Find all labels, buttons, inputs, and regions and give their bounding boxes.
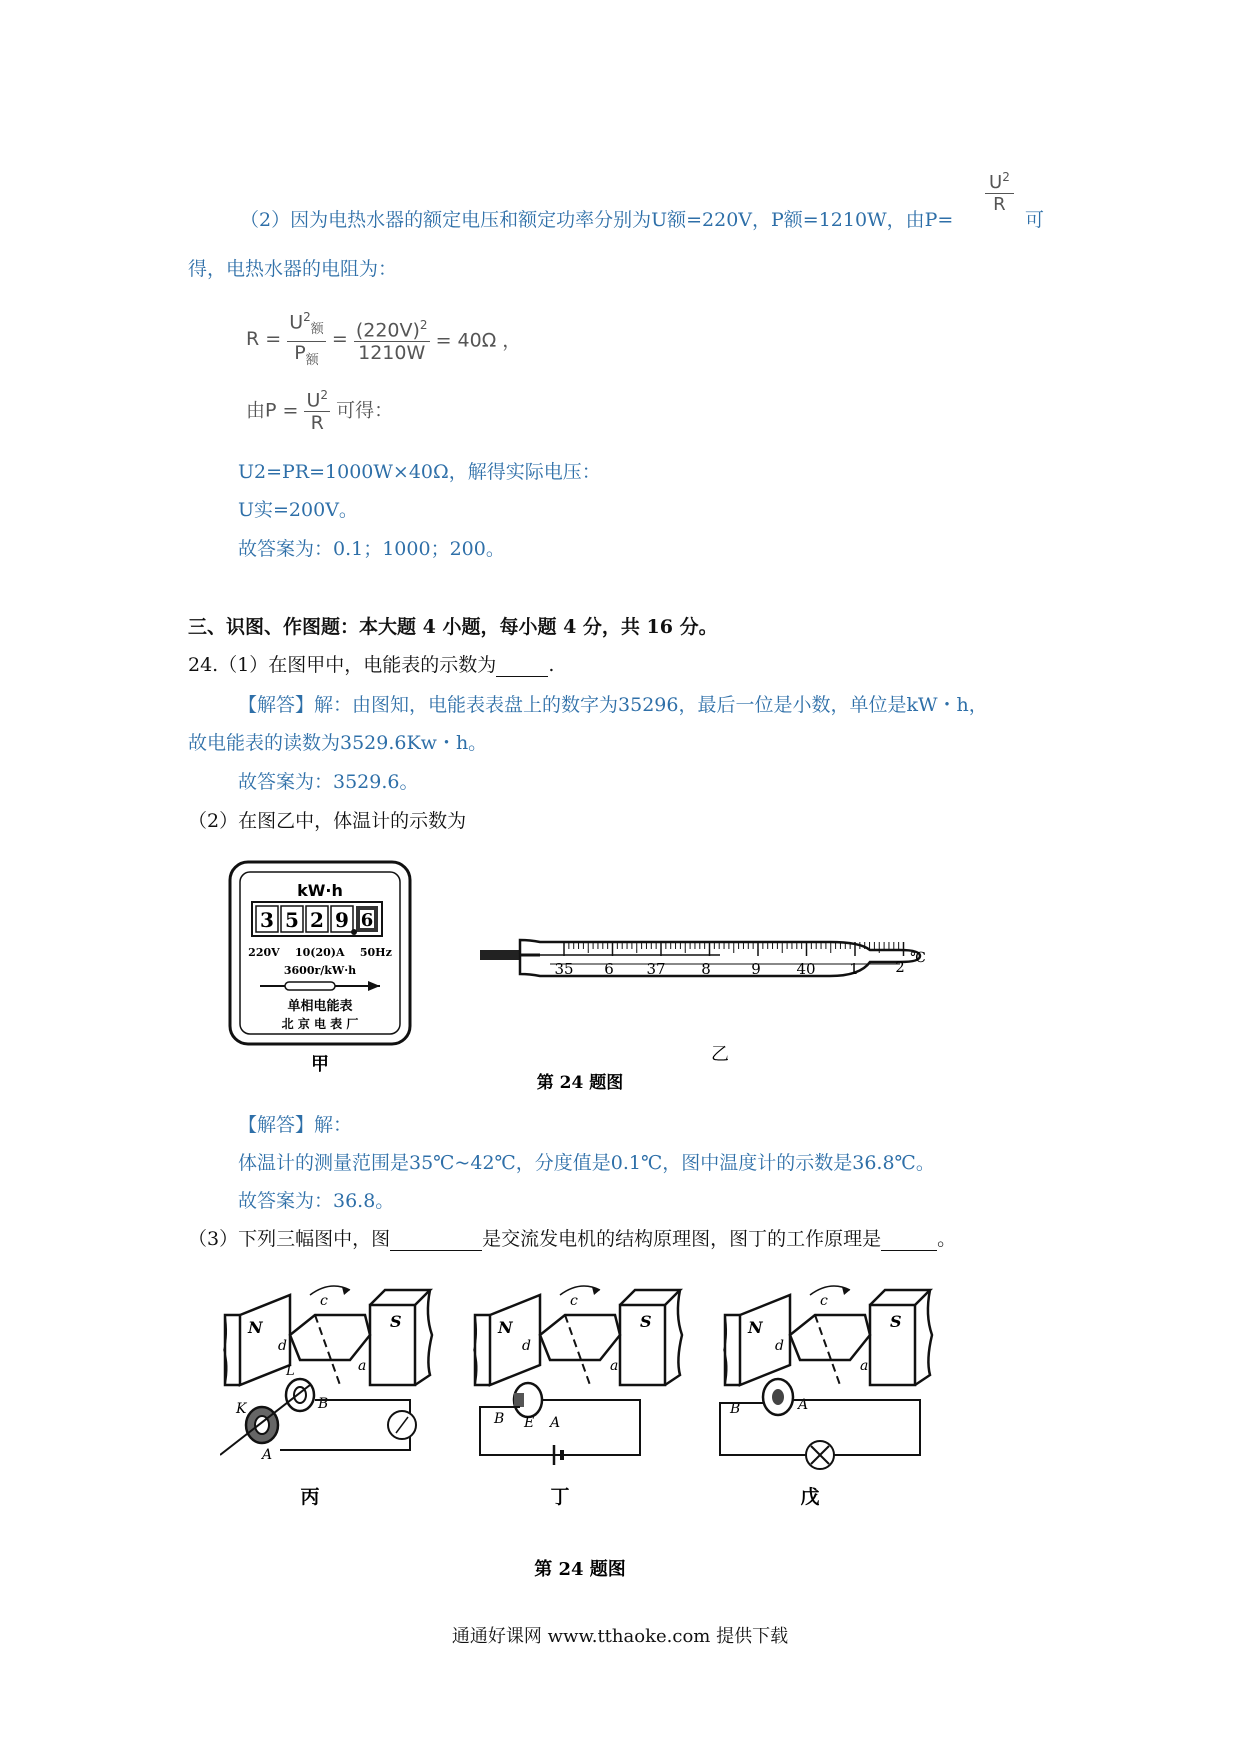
figure-24-generators	[220, 1275, 1020, 1605]
bing-B: B	[318, 1396, 329, 1412]
bing-a: a	[358, 1358, 367, 1374]
inline-formula-den: R	[993, 194, 1006, 215]
eq-r-num-sub: 额	[310, 322, 324, 338]
thermo-label-42: 2	[895, 958, 905, 976]
q24-2-answer: 故答案为：36.8。	[238, 1190, 395, 1212]
wu-N: N	[748, 1318, 763, 1337]
thermo-label: 乙	[711, 1044, 729, 1065]
thermo-unit: ℃	[910, 950, 926, 966]
meter-digit-5: 6	[360, 910, 374, 931]
thermometer	[480, 940, 926, 1065]
eq-r-den-sub: 额	[305, 352, 319, 368]
bing-N: N	[248, 1318, 263, 1337]
meter-digit-2: 5	[285, 908, 299, 932]
q24-1-answer-line2: 故电能表的读数为3529.6Kw・h。	[188, 732, 488, 754]
q24-1-text: 24.（1）在图甲中，电能表的示数为	[188, 654, 497, 676]
ding-d: d	[522, 1338, 531, 1354]
equation-p	[246, 384, 393, 434]
eq-r-frac2	[354, 314, 430, 364]
bing-A: A	[262, 1447, 273, 1463]
ding-a: a	[610, 1358, 619, 1374]
eq-r-frac1	[287, 306, 326, 372]
figure-24-meter-thermometer	[200, 850, 1060, 1100]
bing-L: L	[286, 1364, 295, 1379]
wu-B: B	[730, 1401, 741, 1417]
bing-K: K	[236, 1401, 247, 1417]
meter-unit: kW·h	[297, 881, 343, 900]
generator-ding	[474, 1286, 682, 1508]
solution-line-1-text: （2）因为电热水器的额定电压和额定功率分别为U额=220V，P额=1210W，由P=	[240, 209, 954, 231]
thermo-label-35: 35	[554, 960, 574, 978]
inline-formula-num: U	[989, 172, 1003, 193]
q24-1-answer-line1	[238, 690, 988, 717]
solution-u2-line: U2=PR=1000W×40Ω，解得实际电压：	[238, 461, 601, 483]
q24-1-answer-text1: 解：由图知，电能表表盘上的数字为35296，最后一位是小数，单位是kW・h，	[314, 694, 988, 716]
generator-wu-label: 戊	[800, 1486, 820, 1508]
q24-3-blank2	[881, 1230, 937, 1251]
meter-digit-3: 2	[310, 908, 324, 932]
eq-p-num: U	[306, 389, 321, 412]
solution-ureal-line: U实=200V。	[238, 499, 358, 521]
answer-tag: 【解答】	[238, 694, 315, 716]
meter-rev: 3600r/kW·h	[283, 964, 357, 977]
page-footer: 通通好课网 www.tthaoke.com 提供下载	[451, 1626, 789, 1647]
q24-2-answer-line0	[238, 1110, 352, 1137]
ding-B: B	[494, 1411, 505, 1427]
ding-A: A	[550, 1415, 561, 1431]
q24-2-answer-colon: 解：	[314, 1114, 353, 1136]
thermo-label-36: 6	[604, 960, 614, 978]
wu-d: d	[775, 1338, 784, 1354]
eq-r-mid-num: (220V)	[355, 319, 420, 342]
meter-digit-1: 3	[260, 908, 274, 932]
thermo-label-39: 9	[751, 960, 761, 978]
eq-r-num-base: U	[289, 311, 304, 334]
meter-label: 甲	[311, 1054, 329, 1075]
wu-S: S	[890, 1312, 902, 1331]
wu-a: a	[860, 1358, 869, 1374]
generator-bing-label: 丙	[300, 1486, 320, 1508]
electric-meter	[230, 862, 410, 1075]
q24-3-text-c: 。	[937, 1228, 957, 1250]
q24-1-answer: 故答案为：3529.6。	[238, 771, 419, 793]
ding-N: N	[498, 1318, 513, 1337]
solution-answer: 故答案为：0.1；1000；200。	[238, 538, 505, 560]
solution-line-1	[240, 205, 953, 232]
generator-ding-label: 丁	[550, 1486, 570, 1508]
figure-1-caption: 第 24 题图	[536, 1073, 624, 1093]
q24-1	[188, 650, 554, 677]
answer-tag: 【解答】	[238, 1114, 315, 1136]
q24-3-text-a: （3）下列三幅图中，图	[188, 1228, 391, 1250]
thermo-label-40: 40	[796, 960, 816, 978]
inline-formula-sup: 2	[1002, 170, 1010, 184]
q24-2-answer-line1: 体温计的测量范围是35℃~42℃，分度值是0.1℃，图中温度计的示数是36.8℃。	[238, 1152, 935, 1174]
eq-p-prefix: 由P =	[246, 399, 299, 422]
ding-S: S	[640, 1312, 652, 1331]
section-3-heading: 三、识图、作图题：本大题 4 小题，每小题 4 分，共 16 分。	[188, 616, 718, 638]
q24-1-tail: .	[548, 654, 555, 676]
bing-d: d	[278, 1338, 287, 1354]
q24-3-blank1	[390, 1230, 482, 1251]
eq-r-mid-den: 1210W	[358, 342, 426, 365]
wu-c: c	[820, 1293, 828, 1309]
meter-name: 单相电能表	[287, 999, 353, 1014]
eq-p-sup: 2	[320, 388, 329, 402]
thermo-label-37: 37	[646, 960, 666, 978]
eq-r-rhs: = 40Ω ，	[435, 329, 522, 352]
eq-r-mid-sup: 2	[419, 317, 428, 332]
q24-2: （2）在图乙中，体温计的示数为	[188, 810, 467, 832]
bing-S: S	[390, 1312, 402, 1331]
thermo-label-38: 8	[701, 960, 711, 978]
q24-3-text-b: 是交流发电机的结构原理图，图丁的工作原理是	[482, 1228, 882, 1250]
solution-line-1-tail: 可	[1025, 209, 1045, 231]
q24-3	[188, 1224, 956, 1251]
inline-formula	[985, 170, 1014, 215]
generator-bing	[220, 1286, 432, 1508]
ding-c: c	[570, 1293, 578, 1309]
wu-A: A	[798, 1397, 809, 1413]
eq-p-den: R	[310, 412, 324, 435]
eq-r-num-sup: 2	[303, 310, 311, 324]
bing-c: c	[320, 1293, 328, 1309]
figure-2-caption: 第 24 题图	[534, 1559, 626, 1580]
thermo-label-41: 1	[849, 960, 859, 978]
eq-p-suffix: 可得：	[336, 399, 394, 422]
q24-1-blank	[496, 656, 548, 677]
meter-maker: 北 京 电 表 厂	[281, 1017, 359, 1031]
eq-p-frac	[304, 384, 330, 434]
meter-specs: 220V 10(20)A 50Hz	[248, 946, 392, 959]
solution-line-2: 得，电热水器的电阻为：	[188, 258, 398, 280]
eq-r-den-base: P	[294, 342, 306, 365]
equation-r: R = $\frac{U^2_额}{P_额}$ = $\frac{(220V)^2}{1210W}$ = 40Ω ，	[246, 306, 521, 372]
meter-digit-4: 9	[335, 908, 349, 932]
eq-r-lhs: R =	[246, 327, 282, 350]
generator-wu	[720, 1286, 932, 1508]
ding-E: E	[524, 1415, 535, 1431]
